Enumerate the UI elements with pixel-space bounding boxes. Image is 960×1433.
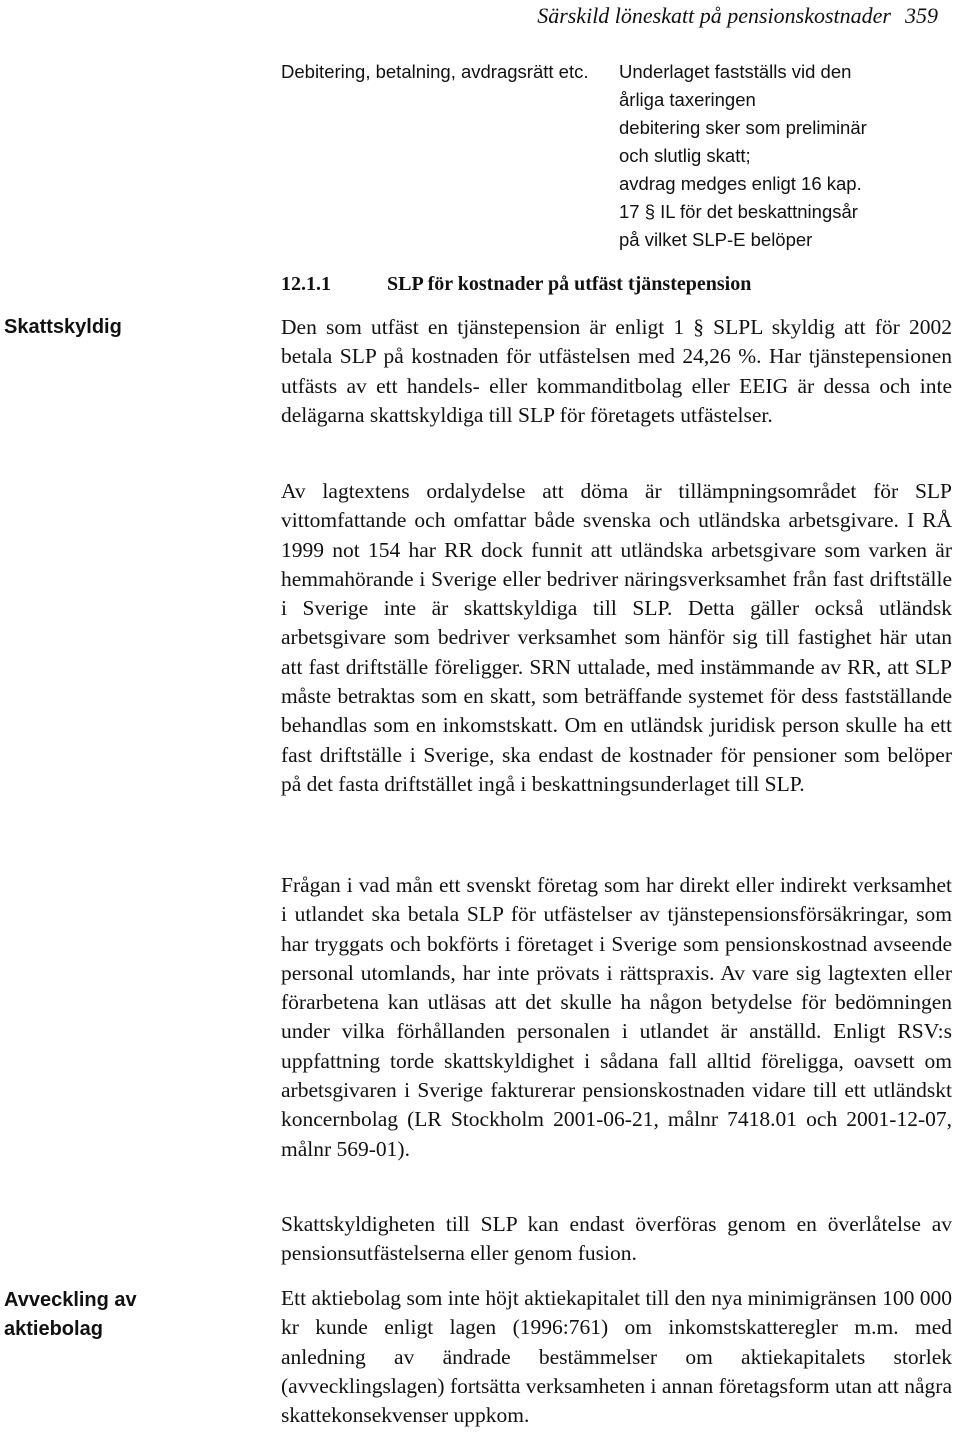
- table-row-label: Debitering, betalning, avdragsrätt etc.: [281, 61, 589, 82]
- margin-note-avveckling: Avveckling av aktiebolag: [4, 1289, 137, 1340]
- paragraph-3: Frågan i vad mån ett svenskt företag som har direkt eller indirekt verksamhet i utlandet ska betala SLP för utfästelser av tjänstepensionsförsäkringar, som har tryggats och bokförts i företaget i Sverige som pensionskostnad avseende personal utomlands, har inte prövats i rättspraxis. Av vare sig lagtexten eller förarbetena kan utläsas att det skulle ha någon betydelse för bedömningen under vilka förhållanden personalen i utlandet är anställd. Enligt RSV:s uppfattning torde skattskyldighet i sådana fall alltid föreligga, oavsett om arbetsgivaren i Sverige fakturerar pensionskostnaden vidare till ett utländskt koncernbolag (LR Stockholm 2001-06-21, målnr 7418.01 och 2001-12-07, målnr 569-01).: [281, 873, 952, 1161]
- paragraph-5: Ett aktiebolag som inte höjt aktiekapitalet till den nya minimigränsen 100 000 kr kunde enligt lagen (1996:761) om inkomstskatteregler m.m. med anledning av ändrade bestämmelser om aktiekapitalets storlek (avvecklingslagen) fortsätta verksamheten i annan företagsform utan att några skattekonsekvenser uppkom.: [281, 1286, 953, 1428]
- value-line: 17 § IL för det beskattningsår: [619, 201, 858, 222]
- table-row-value: [619, 58, 949, 254]
- paragraph-1: Den som utfäst en tjänstepension är enligt 1 § SLPL skyldig att för 2002 betala SLP på kostnaden för utfästelsen med 24,26 %. Har tjänstepensionen utfästs av ett handels- eller kommanditbolag eller EEIG är dessa och inte delägarna skattskyldiga till SLP för företagets utfästelser.: [281, 315, 952, 427]
- value-line: årliga taxeringen: [619, 89, 756, 110]
- section-number: 12.1.1: [281, 273, 331, 295]
- page-number: 359: [905, 3, 938, 28]
- paragraph-2: Av lagtextens ordalydelse att döma är tillämpningsområdet för SLP vittomfattande och omfattar både svenska och utländska arbetsgivare. I RÅ 1999 not 154 har RR dock funnit att utländska arbetsgivare som varken är hemmahörande i Sverige eller bedriver näringsverksamhet från fast driftställe i Sverige inte är skattskyldiga till SLP. Detta gäller också utländsk arbetsgivare som bedriver verksamhet som hänför sig till fastighet här utan att fast driftställe föreligger. SRN uttalade, med instämmande av RR, att SLP måste betraktas som en skatt, som beträffande systemet för dess fastställande behandlas som en inkomstskatt. Om en utländsk juridisk person skulle ha ett fast driftställe i Sverige, ska endast de kostnader för pensioner som belöper på det fasta driftstället ingå i beskattningsunderlaget till SLP.: [281, 479, 952, 796]
- paragraph-4: Skattskyldigheten till SLP kan endast överföras genom en överlåtelse av pensionsutfästelserna eller genom fusion.: [281, 1212, 952, 1266]
- running-header: [537, 0, 938, 32]
- section-heading: [281, 269, 751, 299]
- value-line: på vilket SLP-E belöper: [619, 229, 813, 250]
- value-line: debitering sker som preliminär: [619, 117, 867, 138]
- value-line: avdrag medges enligt 16 kap.: [619, 173, 862, 194]
- section-title: SLP för kostnader på utfäst tjänstepension: [387, 273, 752, 295]
- value-line: och slutlig skatt;: [619, 145, 751, 166]
- running-title: Särskild löneskatt på pensionskostnader: [537, 3, 891, 28]
- margin-note-skattskyldig: Skattskyldig: [4, 316, 122, 338]
- value-line: Underlaget fastställs vid den: [619, 61, 852, 82]
